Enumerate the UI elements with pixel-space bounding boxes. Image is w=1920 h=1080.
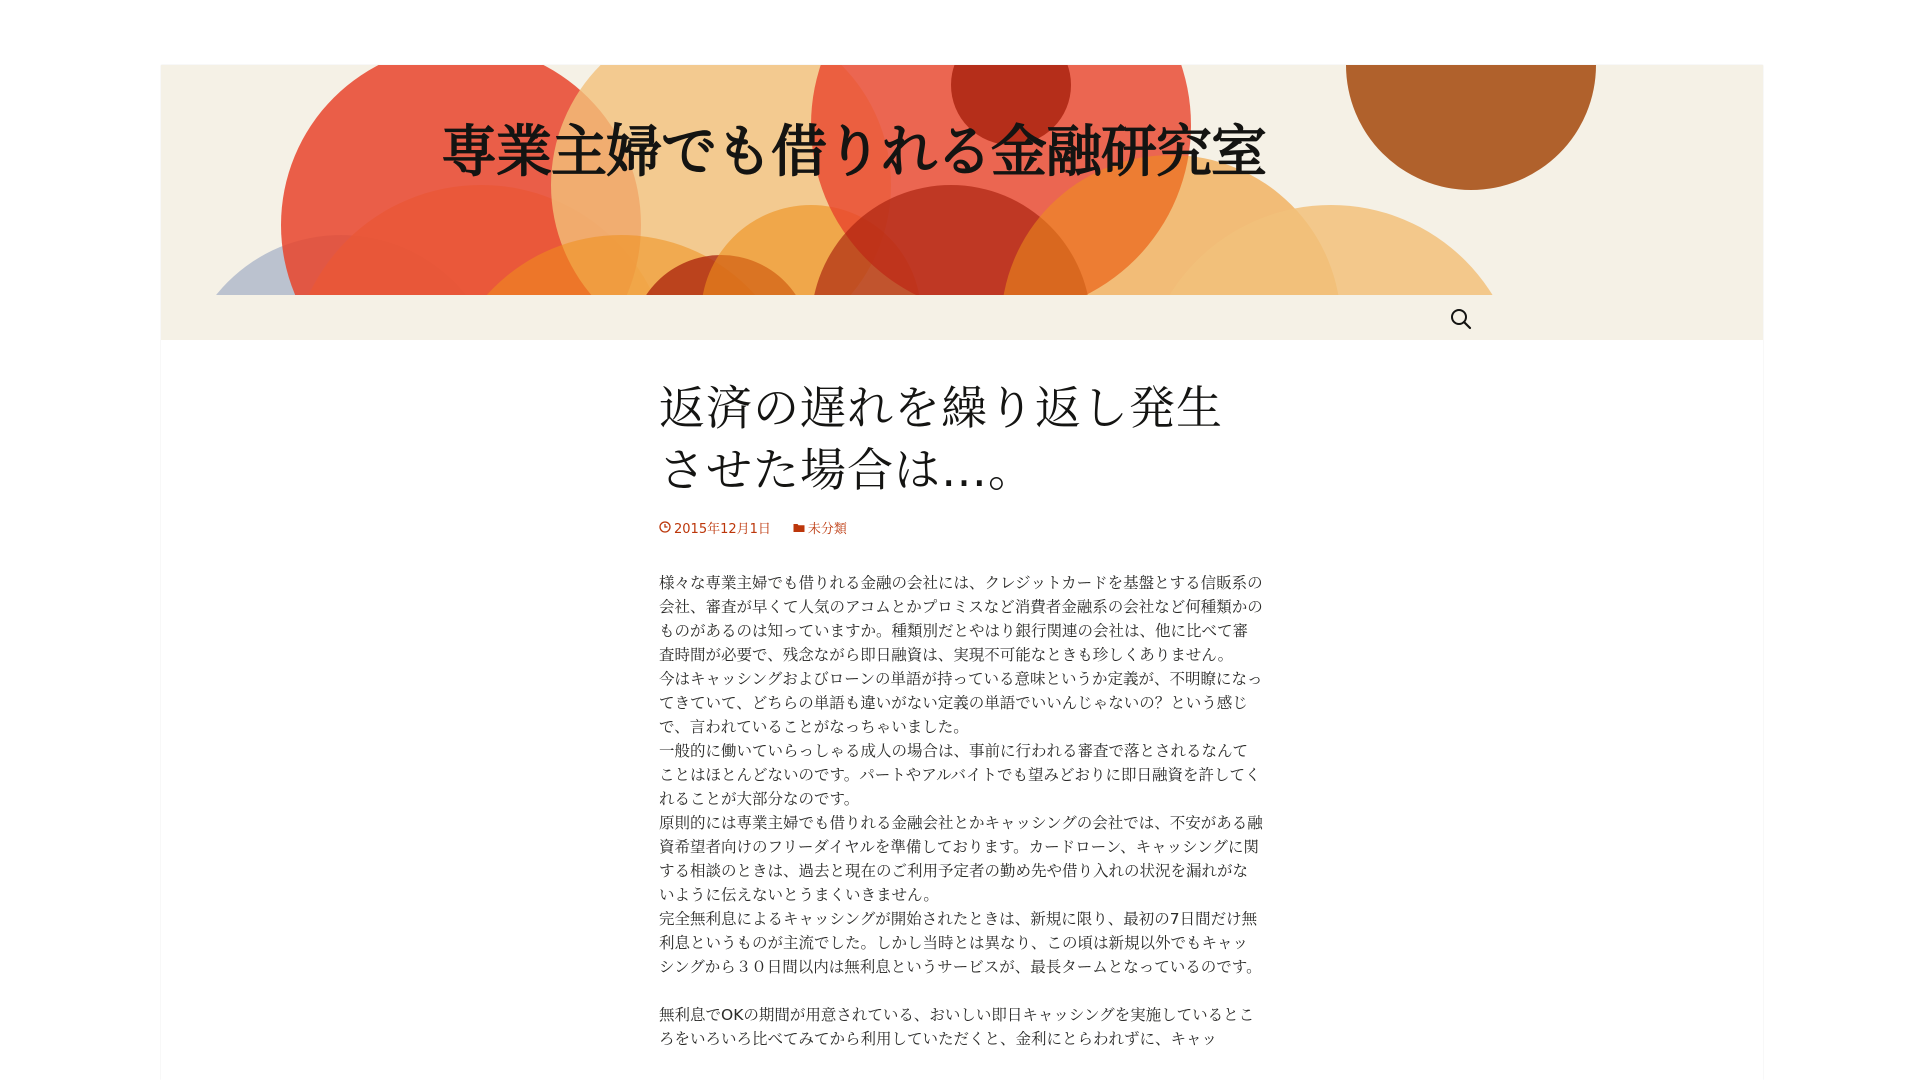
search-icon: [1450, 308, 1472, 330]
paragraph: 完全無利息によるキャッシングが開始されたときは、新規に限り、最初の7日間だけ無利息というものが主流でした。しかし当時とは異なり、この頃は新規以外でもキャッシングから３０日間以内は無利息というサービスが、最長タームとなっているのです。: [659, 910, 1262, 976]
nav-bar: [161, 295, 1763, 340]
paragraph: 原則的には専業主婦でも借りれる金融会社とかキャッシングの会社では、不安がある融資希望者向けのフリーダイヤルを準備しております。カードローン、キャッシングに関する相談のときは、過去と現在のご利用予定者の勤め先や借り入れの状況を漏れがないように伝えないとうまくいきません。: [659, 814, 1263, 904]
post-title[interactable]: 返済の遅れを繰り返し発生させた場合は…。: [659, 381, 1223, 497]
post-article: [659, 377, 1263, 1051]
post-category: 未分類: [807, 521, 847, 537]
paragraph: 様々な専業主婦でも借りれる金融の会社には、クレジットカードを基盤とする信販系の会社、審査が早くて人気のアコムとかプロミスなど消費者金融系の会社など何種類かのものがあるのは知っていますか。種類別だとやはり銀行関連の会社は、他に比べて審査時間が必要で、残念ながら即日融資は、実現不可能なときも珍しくありません。: [659, 574, 1263, 664]
post-meta: [659, 517, 1263, 537]
site-title[interactable]: 専業主婦でも借りれる金融研究室: [441, 120, 1266, 185]
folder-icon: [793, 522, 805, 533]
search-button[interactable]: [1443, 301, 1479, 337]
paragraph: 今はキャッシングおよびローンの単語が持っている意味というか定義が、不明瞭になってきていて、どちらの単語も違いがない定義の単語でいいんじゃないの？という感じで、言われていることがなっちゃいました。: [659, 670, 1263, 736]
site-header: [161, 65, 1763, 295]
post-content: [659, 571, 1263, 1051]
page-container: [161, 65, 1763, 1080]
post-category-link[interactable]: [793, 518, 847, 537]
clock-icon: [659, 521, 671, 533]
post-date: 2015年12月1日: [674, 521, 771, 537]
post-date-link[interactable]: [659, 518, 771, 537]
paragraph: 無利息でOKの期間が用意されている、おいしい即日キャッシングを実施しているところをいろいろ比べてみてから利用していただくと、金利にとらわれずに、キャッ: [659, 1006, 1255, 1048]
paragraph: 一般的に働いていらっしゃる成人の場合は、事前に行われる審査で落とされるなんてことはほとんどないのです。パートやアルバイトでも望みどおりに即日融資を許してくれることが大部分なのです。: [659, 742, 1261, 808]
